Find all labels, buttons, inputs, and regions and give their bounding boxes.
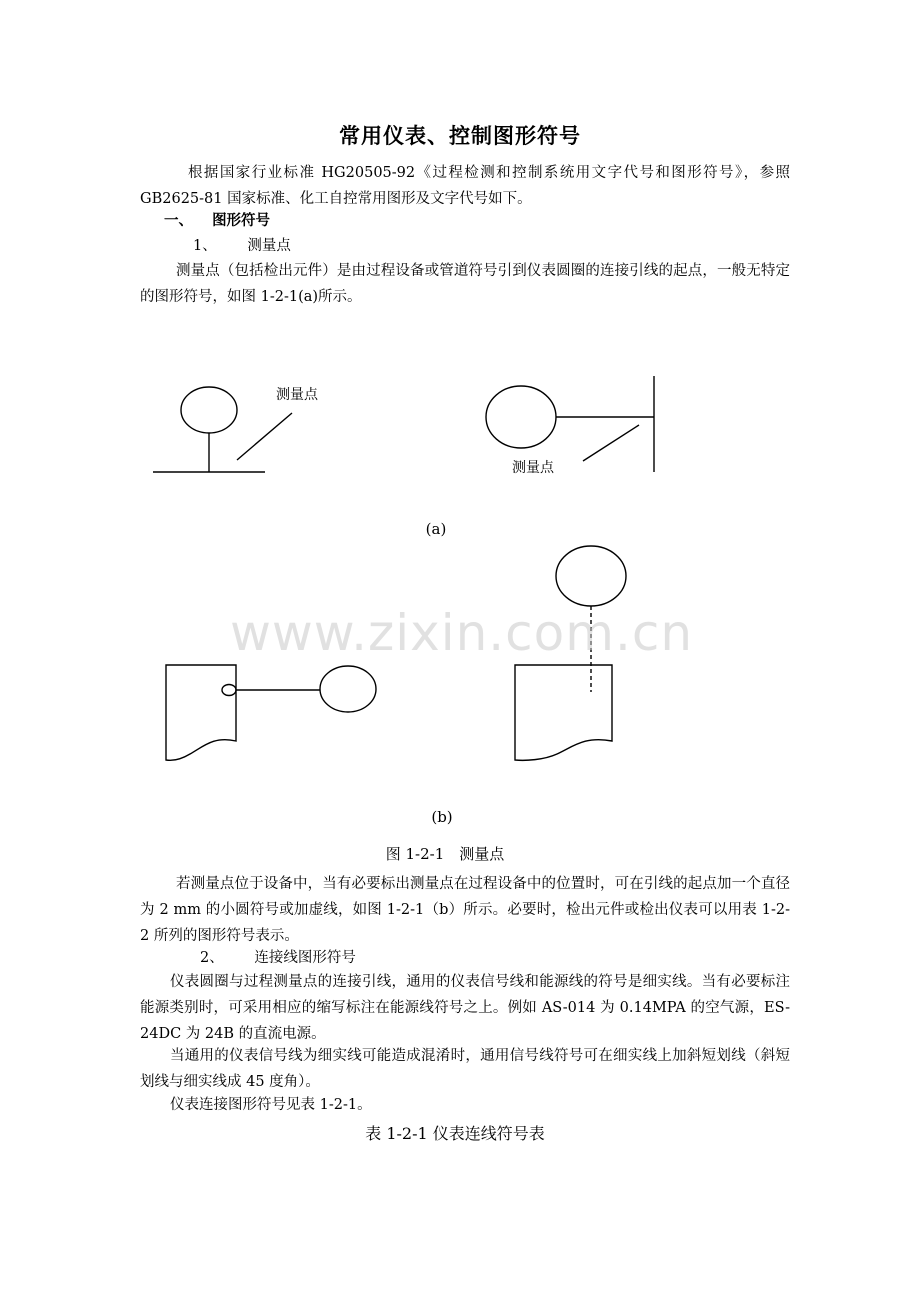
subsection-title: 连接线图形符号 bbox=[254, 950, 356, 966]
subsection-title: 测量点 bbox=[247, 238, 291, 254]
instrument-circle bbox=[320, 666, 376, 712]
figure-caption-a: (a) bbox=[425, 520, 447, 538]
subsection-number: 2、 bbox=[200, 950, 224, 966]
measurement-location-paragraph: 若测量点位于设备中，当有必要标出测量点在过程设备中的位置时，可在引线的起点加一个直径为 2 mm 的小圆符号或加虚线，如图 1-2-1（b）所示。必要时，检出元件或检出仪表可以用表 1-2-2 所列的图形符号表示。 bbox=[140, 876, 790, 944]
small-circle-marker bbox=[222, 685, 236, 696]
signal-line-paragraph: 当通用的仪表信号线为细实线可能造成混淆时，通用信号线符号可在细实线上加斜短划线（斜短划线与细实线成 45 度角）。 bbox=[140, 1048, 790, 1090]
equipment-outline bbox=[515, 665, 612, 760]
watermark: www.zixin.com.cn bbox=[230, 604, 694, 662]
section-title: 图形符号 bbox=[212, 212, 271, 229]
instrument-circle bbox=[486, 386, 556, 448]
page-title: 常用仪表、控制图形符号 bbox=[339, 124, 581, 148]
figure-label: 测量点 bbox=[276, 387, 318, 403]
intro-paragraph: 根据国家行业标准 HG20505-92《过程检测和控制系统用文字代号和图形符号》，参照GB2625-81 国家标准、化工自控常用图形及文字代号如下。 bbox=[140, 165, 790, 207]
leader-line bbox=[583, 425, 639, 461]
connection-line-paragraph: 仪表圆圈与过程测量点的连接引线，通用的仪表信号线和能源线的符号是细实线。当有必要标注能源类别时，可采用相应的缩写标注在能源线符号之上。例如 AS-014 为 0.14MPA 的空气源，ES-24DC 为 24B 的直流电源。 bbox=[140, 974, 790, 1042]
table-title: 表 1-2-1 仪表连线符号表 bbox=[365, 1124, 545, 1143]
instrument-circle bbox=[181, 387, 237, 433]
table-reference-paragraph: 仪表连接图形符号见表 1-2-1。 bbox=[170, 1097, 372, 1113]
instrument-circle bbox=[556, 546, 626, 606]
equipment-outline bbox=[166, 665, 236, 760]
subsection-number: 1、 bbox=[193, 238, 217, 254]
section-number: 一、 bbox=[164, 212, 193, 229]
measurement-point-paragraph: 测量点（包括检出元件）是由过程设备或管道符号引到仪表圆圈的连接引线的起点，一般无特定的图形符号，如图 1-2-1(a)所示。 bbox=[140, 263, 790, 305]
leader-line bbox=[237, 413, 292, 460]
figure-caption-b: (b) bbox=[431, 808, 453, 826]
subsection-heading-2 bbox=[200, 945, 356, 971]
figure-label: 测量点 bbox=[512, 460, 554, 476]
figure-caption: 图 1-2-1 测量点 bbox=[385, 845, 505, 863]
